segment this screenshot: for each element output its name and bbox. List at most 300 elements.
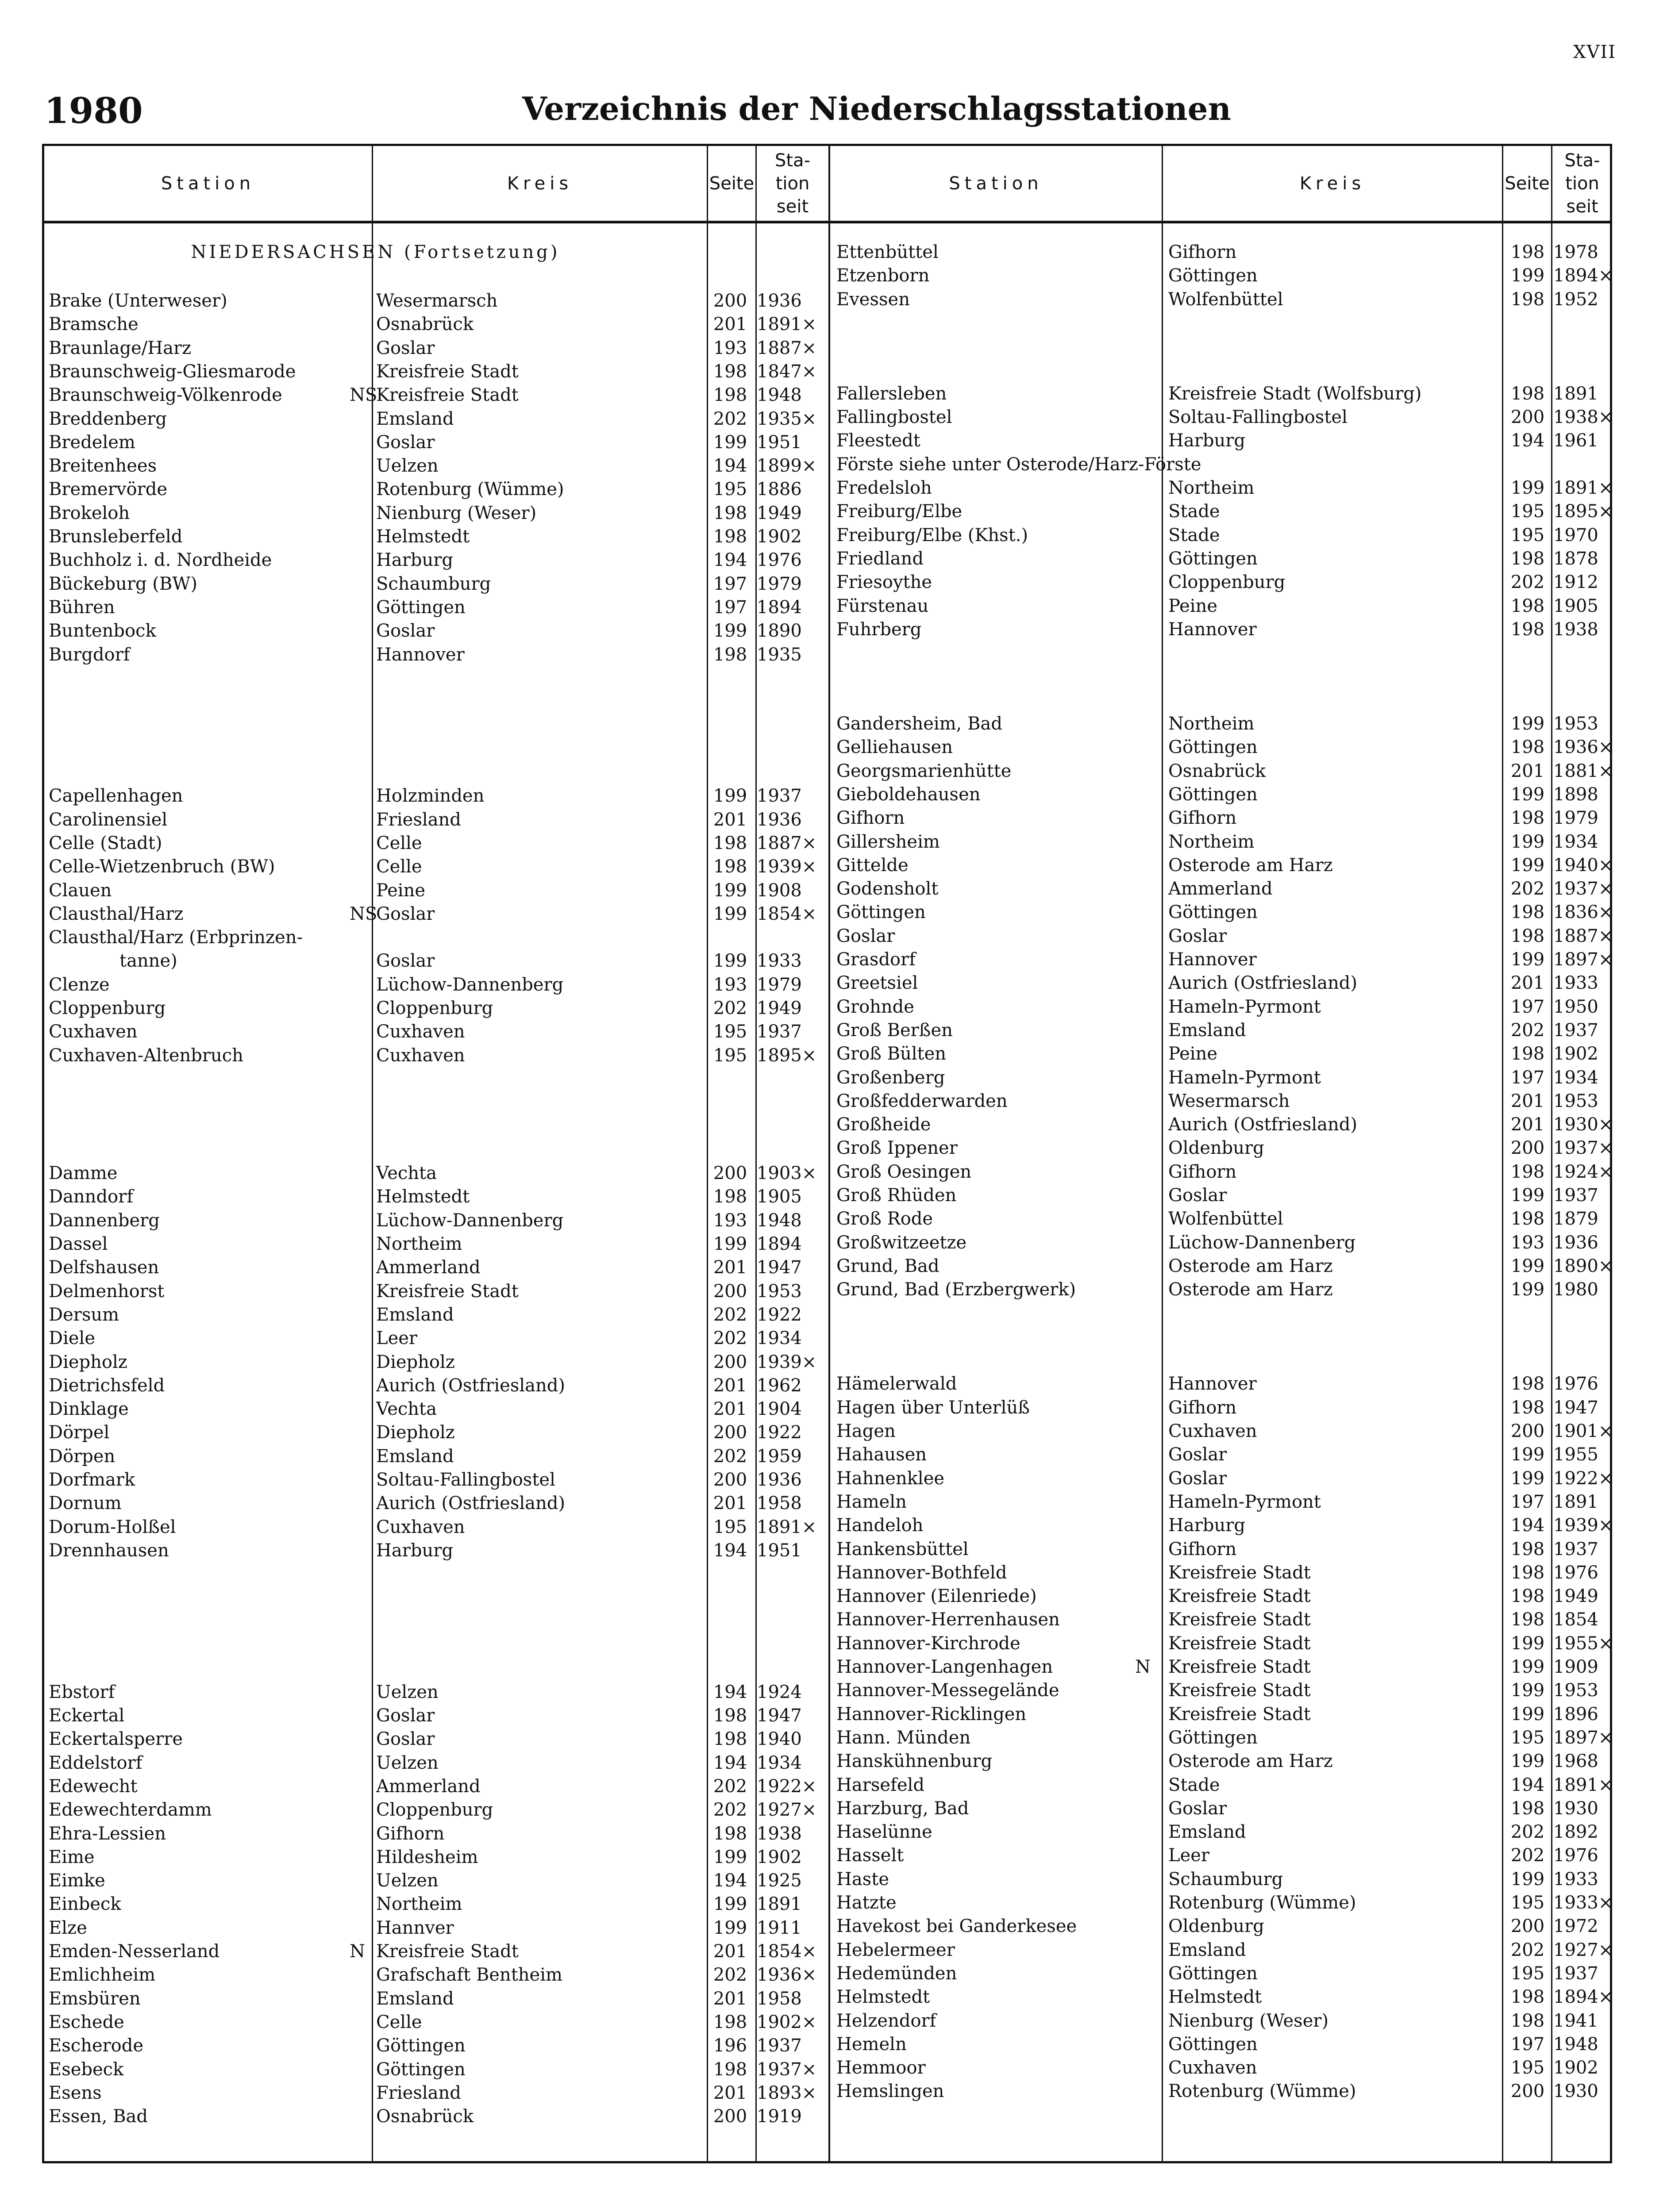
kreis-name: Cuxhaven <box>1168 1421 1257 1441</box>
station-name: Brunsleberfeld <box>49 526 183 547</box>
seite-number: 198 <box>713 1729 747 1750</box>
seite-number: 195 <box>1510 525 1545 545</box>
seite-number: 198 <box>1510 1209 1545 1229</box>
seite-number: 199 <box>713 951 747 972</box>
station-since-year: 1933 <box>1553 1869 1598 1889</box>
seite-number: 198 <box>1510 595 1545 616</box>
header-seite <box>1503 146 1551 221</box>
seite-number: 198 <box>1510 808 1545 829</box>
station-since-year: 1919 <box>757 2106 802 2127</box>
kreis-name: Goslar <box>376 621 435 641</box>
seite-number: 199 <box>713 432 747 453</box>
seite-number: 195 <box>1510 1727 1545 1748</box>
station-since-year: 1979 <box>757 974 802 995</box>
seite-number: 198 <box>1510 1044 1545 1064</box>
station-since-year: 1890× <box>1553 1256 1613 1276</box>
station-name: Esebeck <box>49 2059 124 2080</box>
station-name: Eckertalsperre <box>49 1729 183 1750</box>
station-name: Fallersleben <box>836 383 947 404</box>
seite-number: 202 <box>1510 1020 1545 1041</box>
kreis-name: Kreisfreie Stadt <box>1168 1562 1311 1583</box>
station-since-year: 1902 <box>757 1847 802 1867</box>
station-since-year: 1905 <box>757 1187 802 1207</box>
kreis-name: Peine <box>376 880 426 901</box>
seite-number: 194 <box>1510 430 1545 451</box>
seite-number: 201 <box>713 1941 747 1962</box>
seite-number: 198 <box>1510 1798 1545 1819</box>
seite-number: 195 <box>713 479 747 500</box>
station-name: Evessen <box>836 289 910 310</box>
seite-number: 198 <box>713 2012 747 2032</box>
kreis-name: Gifhorn <box>1168 1539 1237 1559</box>
kreis-name: Göttingen <box>1168 902 1258 923</box>
station-since-year: 1896 <box>1553 1704 1598 1724</box>
seite-number: 201 <box>713 1493 747 1514</box>
station-name: Großheide <box>836 1114 931 1135</box>
station-since-year: 1936 <box>757 809 802 830</box>
station-since-year: 1922× <box>757 1776 817 1797</box>
seite-number: 196 <box>713 2035 747 2056</box>
kreis-name: Kreisfreie Stadt <box>1168 1609 1311 1630</box>
station-since-year: 1911 <box>757 1917 802 1938</box>
station-since-year: 1895× <box>757 1045 817 1066</box>
kreis-name: Goslar <box>376 1729 435 1750</box>
kreis-name: Hannover <box>1168 1374 1257 1394</box>
station-name: Ehra-Lessien <box>49 1823 166 1844</box>
seite-number: 198 <box>713 644 747 665</box>
kreis-name: Wolfenbüttel <box>1168 1209 1283 1229</box>
station-name: Hannover-Kirchrode <box>836 1633 1020 1654</box>
station-since-year: 1924 <box>757 1682 802 1702</box>
station-name: Greetsiel <box>836 973 918 994</box>
station-since-year: 1878 <box>1553 548 1598 569</box>
station-name: Großfedderwarden <box>836 1091 1008 1111</box>
station-name: Großenberg <box>836 1067 945 1088</box>
station-since-year: 1953 <box>1553 1091 1598 1111</box>
seite-number: 200 <box>1510 1138 1545 1159</box>
kreis-name: Kreisfreie Stadt <box>1168 1586 1311 1607</box>
kreis-name: Uelzen <box>376 1752 439 1773</box>
station-mark: NS <box>350 385 377 406</box>
station-since-year: 1894 <box>757 597 802 618</box>
kreis-name: Emsland <box>1168 1822 1246 1843</box>
header-station-label: Station <box>161 173 255 194</box>
kreis-name: Aurich (Ostfriesland) <box>376 1375 565 1396</box>
seite-number: 198 <box>1510 289 1545 310</box>
seite-number: 195 <box>1510 1893 1545 1913</box>
station-name: Hannover-Herrenhausen <box>836 1609 1060 1630</box>
header-seite <box>708 146 755 221</box>
station-name: Grohnde <box>836 996 914 1017</box>
station-name: Buntenbock <box>49 621 156 641</box>
seite-number: 199 <box>713 1917 747 1938</box>
kreis-name: Hannover <box>1168 619 1257 640</box>
kreis-name: Göttingen <box>1168 265 1258 286</box>
seite-number: 198 <box>1510 619 1545 640</box>
seite-number: 198 <box>1510 1161 1545 1182</box>
station-since-year: 1949 <box>757 503 802 523</box>
seite-number: 199 <box>1510 1444 1545 1465</box>
station-name: Einbeck <box>49 1894 121 1915</box>
kreis-name: Goslar <box>1168 1798 1227 1819</box>
station-name: Hann. Münden <box>836 1727 971 1748</box>
kreis-name: Vechta <box>376 1399 437 1420</box>
seite-number: 193 <box>713 338 747 358</box>
station-name: Delmenhorst <box>49 1281 165 1302</box>
seite-number: 199 <box>1510 1680 1545 1701</box>
seite-number: 199 <box>1510 855 1545 876</box>
kreis-name: Kreisfreie Stadt <box>1168 1633 1311 1654</box>
kreis-name: Hameln-Pyrmont <box>1168 1491 1321 1512</box>
station-name: Carolinensiel <box>49 809 168 830</box>
kreis-name: Friesland <box>376 809 461 830</box>
seite-number: 202 <box>713 1965 747 1985</box>
station-name: Gandersheim, Bad <box>836 714 1002 734</box>
station-since-year: 1891× <box>757 314 817 335</box>
station-name: Hasselt <box>836 1845 904 1866</box>
station-name: Eddelstorf <box>49 1752 142 1773</box>
kreis-name: Stade <box>1168 1774 1220 1795</box>
seite-number: 202 <box>1510 1845 1545 1866</box>
seite-number: 200 <box>713 1422 747 1443</box>
station-name: Fuhrberg <box>836 619 922 640</box>
station-name: Escherode <box>49 2035 144 2056</box>
header-sta-label: Sta- <box>1564 150 1600 171</box>
seite-number: 198 <box>1510 1397 1545 1418</box>
kreis-name: Kreisfreie Stadt <box>1168 1680 1311 1701</box>
station-name: Hatzte <box>836 1893 897 1913</box>
station-since-year: 1970 <box>1553 525 1598 545</box>
station-since-year: 1899× <box>757 456 817 476</box>
station-since-year: 1933 <box>757 951 802 972</box>
station-name: Gieboldehausen <box>836 784 981 805</box>
station-name: Edewecht <box>49 1776 138 1797</box>
seite-number: 194 <box>713 1752 747 1773</box>
station-since-year: 1934 <box>757 1752 802 1773</box>
seite-number: 202 <box>713 408 747 429</box>
station-name: Hämelerwald <box>836 1374 957 1394</box>
kreis-name: Schaumburg <box>1168 1869 1283 1889</box>
station-since-year: 1947 <box>757 1705 802 1726</box>
seite-number: 200 <box>1510 407 1545 428</box>
kreis-name: Göttingen <box>1168 1727 1258 1748</box>
header-seite-label: Seite <box>1505 173 1550 194</box>
station-name: Hebelermeer <box>836 1939 955 1960</box>
station-since-year: 1879 <box>1553 1209 1598 1229</box>
kreis-name: Harburg <box>1168 430 1245 451</box>
seite-number: 198 <box>1510 242 1545 262</box>
seite-number: 198 <box>713 385 747 406</box>
station-since-year: 1893× <box>757 2082 817 2103</box>
station-since-year: 1933 <box>1553 973 1598 994</box>
station-mark: N <box>350 1941 365 1962</box>
station-since-year: 1938 <box>757 1823 802 1844</box>
seite-number: 198 <box>1510 737 1545 758</box>
station-since-year: 1937 <box>757 786 802 806</box>
station-name: Delfshausen <box>49 1257 159 1278</box>
seite-number: 200 <box>713 291 747 311</box>
station-name: Hannover-Messegelände <box>836 1680 1059 1701</box>
station-name: Hannover-Bothfeld <box>836 1562 1007 1583</box>
kreis-name: Northeim <box>376 1234 462 1254</box>
station-name: Friesoythe <box>836 572 932 593</box>
kreis-name: Oldenburg <box>1168 1138 1264 1159</box>
station-name: Eimke <box>49 1870 105 1891</box>
header-seit-label: seit <box>1566 196 1598 217</box>
seite-number: 194 <box>1510 1515 1545 1536</box>
station-since-year: 1922 <box>757 1422 802 1443</box>
station-name: Hanskühnenburg <box>836 1751 993 1772</box>
kreis-name: Northeim <box>1168 478 1255 498</box>
station-name: Clauen <box>49 880 112 901</box>
header-kreis <box>373 146 707 221</box>
seite-number: 199 <box>713 1234 747 1254</box>
kreis-name: Peine <box>1168 595 1218 616</box>
station-name: Bückeburg (BW) <box>49 573 197 594</box>
station-name: Goslar <box>836 926 895 946</box>
station-since-year: 1897× <box>1553 1727 1613 1748</box>
kreis-name: Göttingen <box>1168 548 1258 569</box>
seite-number: 200 <box>713 1352 747 1372</box>
kreis-name: Friesland <box>376 2082 461 2103</box>
station-name: Bredelem <box>49 432 135 453</box>
station-name: Celle-Wietzenbruch (BW) <box>49 856 275 877</box>
seite-number: 199 <box>713 1894 747 1915</box>
seite-number: 199 <box>1510 1704 1545 1724</box>
seite-number: 202 <box>1510 572 1545 593</box>
station-since-year: 1887× <box>757 833 817 853</box>
station-since-year: 1962 <box>757 1375 802 1396</box>
seite-number: 193 <box>1510 1232 1545 1253</box>
station-since-year: 1927× <box>757 1800 817 1820</box>
station-name: Hahnenklee <box>836 1468 945 1489</box>
kreis-name: Northeim <box>1168 714 1255 734</box>
station-since-year: 1941 <box>1553 2010 1598 2031</box>
station-since-year: 1891× <box>1553 1774 1613 1795</box>
header-kreis-label: Kreis <box>1299 173 1366 194</box>
station-since-year: 1891 <box>1553 1491 1598 1512</box>
station-name: Hemeln <box>836 2034 907 2055</box>
station-name: Clausthal/Harz <box>49 903 184 924</box>
seite-number: 201 <box>713 1257 747 1278</box>
kreis-name: Gifhorn <box>1168 242 1237 262</box>
kreis-name: Holzminden <box>376 786 485 806</box>
station-since-year: 1930 <box>1553 1798 1598 1819</box>
kreis-name: Cuxhaven <box>376 1517 465 1537</box>
station-name: Cuxhaven-Altenbruch <box>49 1045 243 1066</box>
kreis-name: Emsland <box>1168 1939 1246 1960</box>
station-name: Emden-Nesserland <box>49 1941 220 1962</box>
station-name: Hameln <box>836 1491 907 1512</box>
station-name: Haste <box>836 1869 889 1889</box>
station-since-year: 1940 <box>757 1729 802 1750</box>
station-since-year: 1891 <box>757 1894 802 1915</box>
station-since-year: 1891 <box>1553 383 1598 404</box>
kreis-name: Kreisfreie Stadt <box>376 1281 519 1302</box>
station-name: Burgdorf <box>49 644 130 665</box>
kreis-name: Emsland <box>376 1446 454 1467</box>
kreis-name: Diepholz <box>376 1352 455 1372</box>
kreis-name: Hameln-Pyrmont <box>1168 996 1321 1017</box>
station-name: Groß Berßen <box>836 1020 953 1041</box>
station-name: Göttingen <box>836 902 926 923</box>
station-name: Harsefeld <box>836 1774 924 1795</box>
kreis-name: Osnabrück <box>376 314 474 335</box>
kreis-name: Leer <box>376 1328 418 1349</box>
kreis-name: Hannver <box>376 1917 454 1938</box>
station-name: Breitenhees <box>49 456 157 476</box>
station-name: Clausthal/Harz (Erbprinzen- <box>49 927 303 948</box>
kreis-name: Cuxhaven <box>1168 2058 1257 2078</box>
seite-number: 202 <box>1510 1822 1545 1843</box>
seite-number: 195 <box>713 1022 747 1042</box>
station-since-year: 1894 <box>757 1234 802 1254</box>
seite-number: 198 <box>713 503 747 523</box>
station-since-year: 1948 <box>757 1210 802 1231</box>
kreis-name: Stade <box>1168 501 1220 522</box>
station-since-year: 1968 <box>1553 1751 1598 1772</box>
station-since-year: 1902 <box>1553 2058 1598 2078</box>
column-divider <box>828 146 830 2161</box>
seite-number: 201 <box>1510 973 1545 994</box>
station-name: Breddenberg <box>49 408 167 429</box>
seite-number: 201 <box>713 314 747 335</box>
kreis-name: Lüchow-Dannenberg <box>376 1210 564 1231</box>
station-name: Drennhausen <box>49 1540 169 1561</box>
station-since-year: 1955 <box>1553 1444 1598 1465</box>
station-since-year: 1952 <box>1553 289 1598 310</box>
seite-number: 198 <box>1510 902 1545 923</box>
station-since-year: 1961 <box>1553 430 1598 451</box>
seite-number: 198 <box>1510 1987 1545 2008</box>
seite-number: 193 <box>713 974 747 995</box>
station-since-year: 1976 <box>1553 1374 1598 1394</box>
kreis-name: Cuxhaven <box>376 1045 465 1066</box>
kreis-name: Aurich (Ostfriesland) <box>1168 1114 1357 1135</box>
kreis-name: Gifhorn <box>376 1823 445 1844</box>
seite-number: 200 <box>713 1470 747 1490</box>
station-since-year: 1948 <box>1553 2034 1598 2055</box>
station-name: Hannover-Langenhagen <box>836 1657 1053 1677</box>
seite-number: 199 <box>713 1847 747 1867</box>
year: 1980 <box>44 90 143 131</box>
kreis-name: Nienburg (Weser) <box>1168 2010 1329 2031</box>
seite-number: 199 <box>713 621 747 641</box>
station-since-year: 1939× <box>757 1352 817 1372</box>
kreis-name: Leer <box>1168 1845 1210 1866</box>
kreis-name: Kreisfreie Stadt <box>376 361 519 382</box>
kreis-name: Goslar <box>376 951 435 972</box>
kreis-name: Diepholz <box>376 1422 455 1443</box>
kreis-name: Göttingen <box>1168 2034 1258 2055</box>
seite-number: 202 <box>713 1446 747 1467</box>
kreis-name: Hameln-Pyrmont <box>1168 1067 1321 1088</box>
seite-number: 201 <box>713 1399 747 1420</box>
kreis-name: Göttingen <box>1168 1963 1258 1984</box>
kreis-name: Helmstedt <box>376 1187 470 1207</box>
station-since-year: 1891× <box>757 1517 817 1537</box>
station-name: Friedland <box>836 548 924 569</box>
station-mark: N <box>1135 1657 1151 1677</box>
seite-number: 198 <box>1510 383 1545 404</box>
seite-number: 194 <box>713 550 747 571</box>
kreis-name: Goslar <box>376 338 435 358</box>
kreis-name: Hannover <box>1168 949 1257 970</box>
station-since-year: 1937 <box>1553 1963 1598 1984</box>
kreis-name: Northeim <box>1168 831 1255 852</box>
header-seite-label: Seite <box>709 173 755 194</box>
seite-number: 199 <box>1510 714 1545 734</box>
seite-number: 198 <box>1510 548 1545 569</box>
station-name: Bühren <box>49 597 115 618</box>
seite-number: 199 <box>713 903 747 924</box>
kreis-name: Celle <box>376 2012 422 2032</box>
station-since-year: 1854× <box>757 1941 817 1962</box>
kreis-name: Osterode am Harz <box>1168 1279 1333 1300</box>
station-since-year: 1979 <box>757 573 802 594</box>
station-since-year: 1972 <box>1553 1916 1598 1937</box>
station-since-year: 1890 <box>757 621 802 641</box>
station-since-year: 1937 <box>1553 1539 1598 1559</box>
kreis-name: Goslar <box>1168 926 1227 946</box>
seite-number: 202 <box>1510 879 1545 899</box>
seite-number: 202 <box>1510 1939 1545 1960</box>
station-name: Dersum <box>49 1304 119 1325</box>
kreis-name: Uelzen <box>376 1682 439 1702</box>
kreis-name: Osterode am Harz <box>1168 855 1333 876</box>
station-name: Groß Rode <box>836 1209 933 1229</box>
station-since-year: 1930 <box>1553 2081 1598 2102</box>
station-since-year: 1936 <box>757 1470 802 1490</box>
station-name: Damme <box>49 1163 118 1184</box>
kreis-name: Nienburg (Weser) <box>376 503 537 523</box>
kreis-name: Göttingen <box>1168 737 1258 758</box>
station-name: Brokeloh <box>49 503 130 523</box>
station-name: Dornum <box>49 1493 122 1514</box>
seite-number: 198 <box>713 361 747 382</box>
seite-number: 197 <box>1510 1491 1545 1512</box>
kreis-name: Goslar <box>1168 1444 1227 1465</box>
station-name: Grund, Bad <box>836 1256 939 1276</box>
seite-number: 202 <box>713 1776 747 1797</box>
seite-number: 198 <box>713 2059 747 2080</box>
seite-number: 201 <box>1510 760 1545 781</box>
seite-number: 198 <box>1510 1609 1545 1630</box>
kreis-name: Emsland <box>376 1988 454 2009</box>
station-name: Esens <box>49 2082 102 2103</box>
station-since-year: 1953 <box>1553 714 1598 734</box>
header-station-seit <box>757 146 828 221</box>
seite-number: 199 <box>1510 1751 1545 1772</box>
kreis-name: Wolfenbüttel <box>1168 289 1283 310</box>
header-sta-label: Sta- <box>774 150 811 171</box>
kreis-name: Soltau-Fallingbostel <box>376 1470 555 1490</box>
station-name: Eime <box>49 1847 95 1867</box>
station-name: tanne) <box>119 951 177 972</box>
seite-number: 194 <box>713 1682 747 1702</box>
header-seit-label: seit <box>776 196 809 217</box>
seite-number: 195 <box>713 1045 747 1066</box>
station-name: Clenze <box>49 974 110 995</box>
station-name: Fredelsloh <box>836 478 932 498</box>
station-since-year: 1934 <box>1553 1067 1598 1088</box>
seite-number: 199 <box>1510 1256 1545 1276</box>
station-since-year: 1895× <box>1553 501 1613 522</box>
station-name: Gittelde <box>836 855 909 876</box>
station-name: Dorum-Holßel <box>49 1517 176 1537</box>
station-name: Braunschweig-Völkenrode <box>49 385 282 406</box>
seite-number: 198 <box>1510 1374 1545 1394</box>
